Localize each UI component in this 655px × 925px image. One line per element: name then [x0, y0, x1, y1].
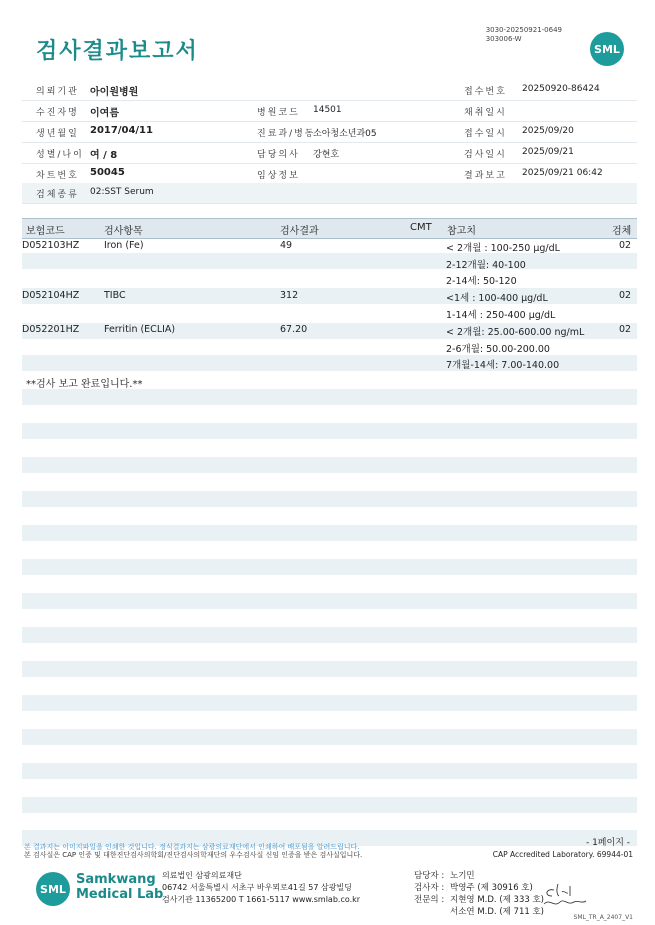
- reference-range-line: 2-14세: 50-120: [446, 276, 517, 287]
- table-stripe: [22, 797, 637, 813]
- footer-sml-logo: SML: [36, 872, 70, 906]
- info-label: 수진자명: [36, 108, 79, 118]
- completion-note: **검사 보고 완료입니다.**: [26, 379, 143, 390]
- table-stripe: [22, 253, 637, 269]
- info-value: 50045: [90, 167, 125, 178]
- patient-info-row: [22, 80, 637, 101]
- insurance-code: D052103HZ: [22, 240, 80, 251]
- specimen-code: 02: [619, 324, 632, 335]
- reference-range-line: <1세 : 100-400 μg/dL: [446, 293, 548, 304]
- table-stripe: [22, 525, 637, 541]
- patient-info-row: [22, 183, 637, 204]
- info-value: 20250920-86424: [522, 84, 600, 94]
- test-item: Iron (Fe): [104, 240, 144, 251]
- table-stripe: [22, 559, 637, 575]
- info-label: 성별/나이: [36, 150, 84, 160]
- info-value: 강현호: [313, 150, 340, 160]
- image-notice: 본 결과지는 이미지파일을 인쇄한 것입니다. 정식결과지는 삼광의료재단에서 인쇄하여 배포됨을 알려드립니다.: [24, 843, 360, 851]
- page-number: - 1페이지 -: [585, 838, 630, 848]
- cap-accreditation: CAP Accredited Laboratory. 69944-01: [492, 850, 633, 859]
- table-stripe: [22, 729, 637, 745]
- document-ids: [486, 26, 562, 44]
- test-result: 312: [280, 290, 299, 301]
- info-value: 2025/09/20: [522, 126, 574, 136]
- brand-line-2: Medical Lab: [76, 887, 164, 902]
- reference-range-line: 7개월-14세: 7.00-140.00: [446, 360, 560, 371]
- org-name: 의료법인 삼광의료재단: [162, 871, 242, 880]
- contact: 검사기관 11365200 T 1661-5117 www.smlab.co.kr: [162, 895, 361, 904]
- table-stripe: [22, 627, 637, 643]
- staff-name: 노기민: [450, 871, 475, 881]
- footer-address: [162, 870, 360, 906]
- info-label: 접수번호: [464, 87, 507, 97]
- test-item: Ferritin (ECLIA): [104, 324, 176, 335]
- table-stripe: [22, 661, 637, 677]
- info-label: 의뢰기관: [36, 87, 79, 97]
- info-label: 검체종류: [36, 190, 79, 200]
- patient-info-row: [22, 143, 637, 164]
- address: 06742 서울특별시 서초구 바우뫼로41길 57 삼광빌딩: [162, 883, 352, 892]
- staff-name: 서소연 M.D. (제 711 호): [450, 907, 545, 917]
- info-label: 결과보고: [464, 171, 507, 181]
- info-value: 소아청소년과05: [313, 129, 377, 139]
- sml-logo: SML: [590, 32, 624, 66]
- info-label: 채취일시: [464, 108, 507, 118]
- info-value: 2025/09/21 06:42: [522, 168, 603, 178]
- specimen-code: 02: [619, 290, 632, 301]
- info-label: 진료과/병동: [257, 129, 316, 139]
- header-cmt: CMT: [410, 222, 432, 233]
- info-label: 차트번호: [36, 171, 79, 181]
- insurance-code: D052201HZ: [22, 324, 80, 335]
- info-label: 생년월일: [36, 129, 79, 139]
- info-label: 담당의사: [257, 150, 300, 160]
- info-label: 검사일시: [464, 150, 507, 160]
- reference-range-line: < 2개월: 25.00-600.00 ng/mL: [446, 327, 585, 338]
- staff-role: 전문의 :: [414, 895, 445, 905]
- insurance-code: D052104HZ: [22, 290, 80, 301]
- test-item: TIBC: [104, 290, 126, 301]
- reference-range-line: 2-6개월: 50.00-200.00: [446, 343, 550, 355]
- footer-staff: [414, 870, 544, 918]
- table-stripe: [22, 593, 637, 609]
- patient-info-row: [22, 122, 637, 143]
- info-value: 2017/04/11: [90, 125, 153, 136]
- staff-name: 지현영 M.D. (제 333 호): [450, 895, 545, 905]
- reference-range-line: 1-14세 : 250-400 μg/dL: [446, 309, 556, 321]
- doc-id-1: 3030-20250921-0649: [485, 26, 562, 34]
- reference-range-line: 2-12개월: 40-100: [446, 259, 526, 271]
- header-test-item: 검사항목: [104, 226, 143, 237]
- brand-line-1: Samkwang: [76, 872, 156, 887]
- results-table-header: [22, 218, 637, 239]
- footer-brand: [76, 872, 163, 902]
- info-label: 병원코드: [257, 108, 300, 118]
- staff-role: 담당자 :: [414, 871, 445, 881]
- test-result: 49: [280, 240, 293, 251]
- info-value: 여 / 8: [90, 150, 118, 161]
- patient-info-row: [22, 101, 637, 122]
- info-value: 아이원병원: [90, 87, 139, 98]
- accreditation-notice: 본 검사실은 CAP 인증 및 대한진단검사의학회/진단검사의학재단의 우수검사실 신임 인증을 받은 검사실입니다.: [24, 851, 363, 859]
- form-code: SML_TR_A_2407_V1: [573, 914, 633, 921]
- info-value: 이여름: [90, 108, 119, 119]
- header-result: 검사결과: [280, 226, 319, 237]
- table-stripe: [22, 457, 637, 473]
- test-result: 67.20: [280, 324, 308, 335]
- patient-info-row: [22, 164, 637, 185]
- specimen-code: 02: [619, 240, 632, 251]
- table-stripe: [22, 491, 637, 507]
- header-specimen: 검체: [612, 226, 632, 237]
- table-stripe: [22, 695, 637, 711]
- doc-id-2: 303006-W: [485, 35, 522, 43]
- report-title: 검사결과보고서: [36, 39, 199, 64]
- signature-image: [540, 878, 590, 908]
- info-value: 14501: [313, 105, 342, 115]
- table-stripe: [22, 389, 637, 405]
- info-label: 임상정보: [257, 171, 300, 181]
- info-value: 02:SST Serum: [90, 187, 154, 197]
- header-reference: 참고치: [447, 226, 476, 237]
- table-stripe: [22, 763, 637, 779]
- staff-name: 박영주 (제 30916 호): [450, 883, 533, 893]
- table-stripe: [22, 423, 637, 439]
- reference-range-line: < 2개월 : 100-250 μg/dL: [446, 243, 560, 254]
- info-label: 접수일시: [464, 129, 507, 139]
- staff-role: 검사자 :: [414, 883, 445, 893]
- info-value: 2025/09/21: [522, 147, 574, 157]
- header-insurance-code: 보험코드: [26, 226, 65, 237]
